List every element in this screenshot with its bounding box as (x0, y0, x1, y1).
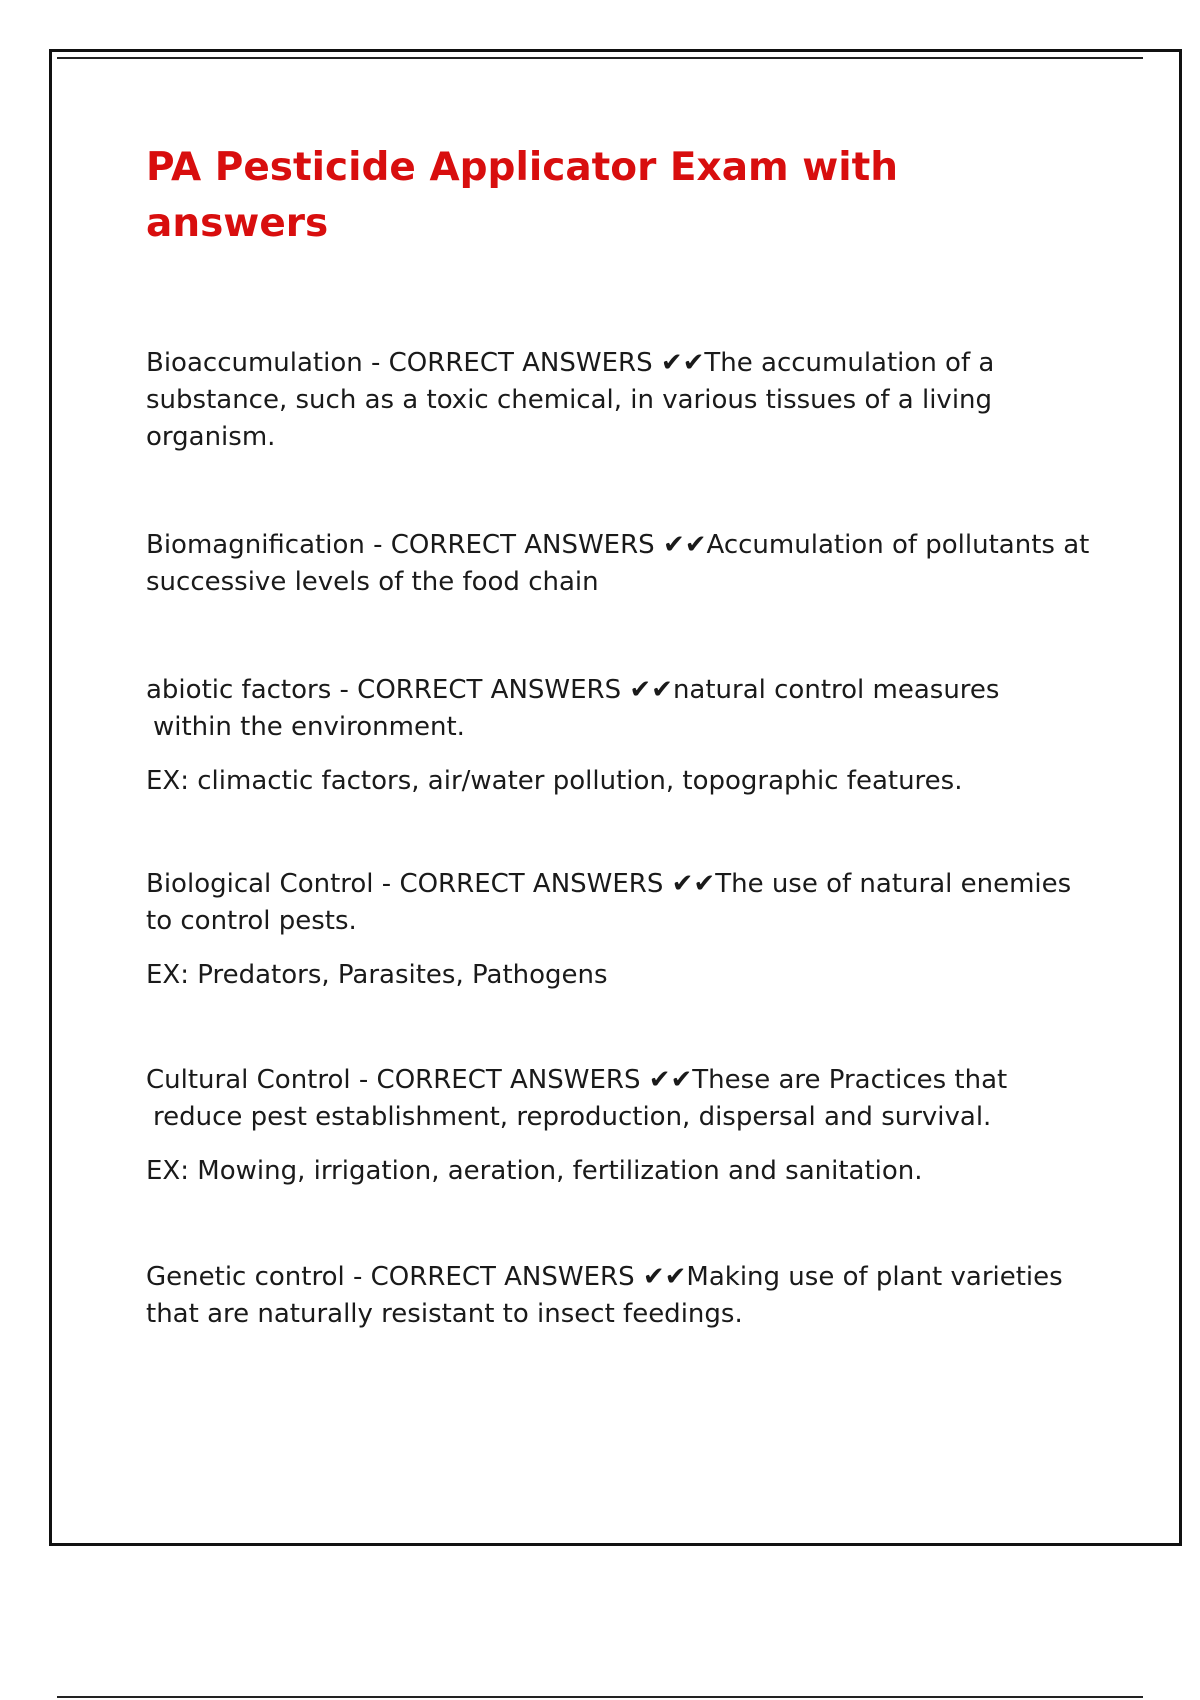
qa-text (146, 345, 1096, 456)
definition-line-2: within the environment. (153, 712, 465, 742)
term: Genetic control (146, 1262, 345, 1292)
answer-marker: - CORRECT ANSWERS ✔✔ (373, 869, 716, 899)
example: EX: Predators, Parasites, Pathogens (146, 960, 608, 990)
qa-entry-bioaccumulation (146, 345, 1096, 456)
qa-entry-biological-control (146, 866, 1096, 994)
answer-marker: - CORRECT ANSWERS ✔✔ (350, 1065, 693, 1095)
document-title: PA Pesticide Applicator Exam with answers (146, 145, 899, 246)
example: EX: climactic factors, air/water pollution, topographic features. (146, 766, 963, 796)
qa-entry-genetic-control (146, 1259, 1096, 1333)
document-body (146, 140, 1096, 1333)
qa-text (146, 527, 1096, 601)
term: Cultural Control (146, 1065, 351, 1095)
definition: The accumulation of a substance, such as a toxic chemical, in various tissues of a living organism. (146, 348, 995, 452)
term: abiotic factors (146, 675, 332, 705)
qa-text (146, 1062, 1096, 1099)
definition: The use of natural enemies to control pests. (146, 869, 1072, 936)
example: EX: Mowing, irrigation, aeration, fertilization and sanitation. (146, 1156, 923, 1186)
qa-entry-biomagnification (146, 527, 1096, 601)
qa-text (146, 1259, 1096, 1333)
definition: Making use of plant varieties that are naturally resistant to insect feedings. (146, 1262, 1063, 1329)
bottom-rule (57, 1696, 1143, 1698)
term: Biomagnification (146, 530, 365, 560)
answer-marker: - CORRECT ANSWERS ✔✔ (344, 1262, 687, 1292)
qa-entry-cultural-control (146, 1062, 1096, 1190)
qa-text (146, 866, 1096, 940)
definition-line-1: These are Practices that (692, 1065, 1008, 1095)
answer-marker: - CORRECT ANSWERS ✔✔ (362, 348, 705, 378)
term: Bioaccumulation (146, 348, 363, 378)
answer-marker: - CORRECT ANSWERS ✔✔ (331, 675, 673, 705)
definition: Accumulation of pollutants at successive levels of the food chain (146, 530, 1090, 597)
definition-line-2: reduce pest establishment, reproduction, dispersal and survival. (153, 1102, 992, 1132)
answer-marker: - CORRECT ANSWERS ✔✔ (364, 530, 707, 560)
definition-line-1: natural control measures (672, 675, 1000, 705)
qa-entry-abiotic-factors (146, 672, 1096, 800)
qa-text (146, 672, 1096, 709)
term: Biological Control (146, 869, 374, 899)
